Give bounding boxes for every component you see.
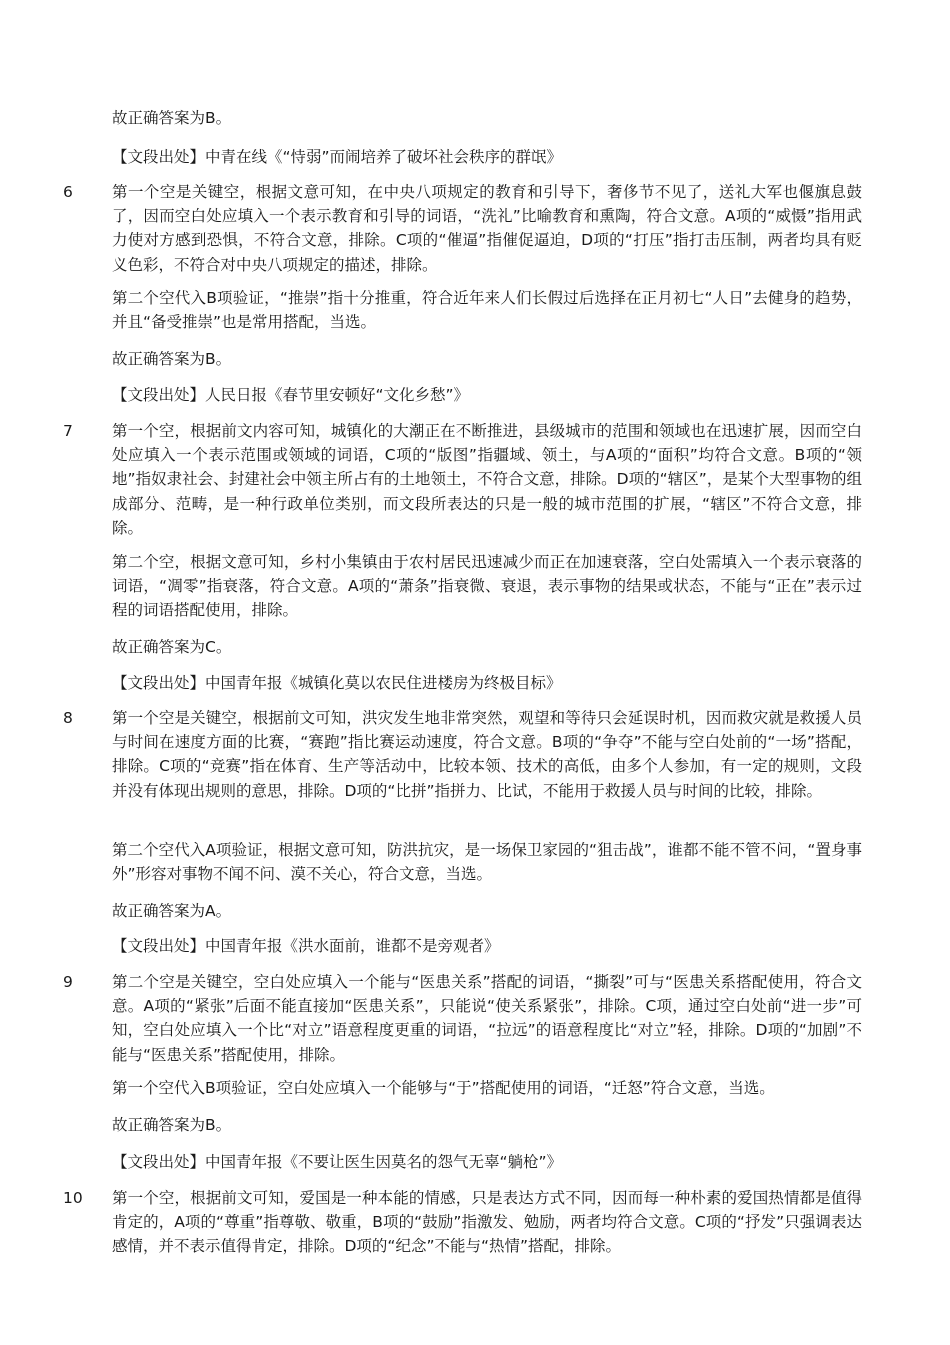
explanation-paragraph: 第一个空，根据前文可知，爱国是一种本能的情感，只是表达方式不同，因而每一种朴素的爱国热情都是值得肯定的，A项的“尊重”指尊敬、敬重，B项的“鼓励”指激发、勉励，两者均符合文意。C项的“抒发”只强调表达感情，并不表示值得肯定，排除。D项的“纪念”不能与“热情”搭配，排除。 (112, 1189, 862, 1256)
question-number: 9 (63, 973, 73, 991)
source-line: 【文段出处】人民日报《春节里安顿好“文化乡愁”》 (112, 386, 470, 404)
question-number: 10 (63, 1189, 83, 1207)
answer-line: 故正确答案为B。 (112, 350, 232, 368)
answer-line: 故正确答案为B。 (112, 109, 232, 127)
explanation-paragraph: 第二个空，根据文意可知，乡村小集镇由于农村居民迅速减少而正在加速衰落，空白处需填入一个表示衰落的词语，“凋零”指衰落，符合文意。A项的“萧条”指衰微、衰退，表示事物的结果或状态，不能与“正在”表示过程的词语搭配使用，排除。 (112, 553, 862, 620)
answer-line: 故正确答案为A。 (112, 902, 232, 920)
explanation-paragraph: 第一个空代入B项验证，空白处应填入一个能够与“于”搭配使用的词语，“迁怒”符合文意，当选。 (112, 1079, 775, 1097)
question-number: 7 (63, 422, 73, 440)
explanation-paragraph: 第一个空是关键空，根据前文可知，洪灾发生地非常突然，观望和等待只会延误时机，因而救灾就是救援人员与时间在速度方面的比赛，“赛跑”指比赛运动速度，符合文意。B项的“争夺”不能与空白处前的“一场”搭配，排除。C项的“竞赛”指在体育、生产等活动中，比较本领、技术的高低，由多个人参加，有一定的规则，文段并没有体现出规则的意思，排除。D项的“比拼”指拼力、比试，不能用于救援人员与时间的比较，排除。 (112, 709, 862, 800)
answer-line: 故正确答案为B。 (112, 1116, 232, 1134)
source-line: 【文段出处】中国青年报《城镇化莫以农民住进楼房为终极目标》 (112, 674, 562, 692)
source-line: 【文段出处】中国青年报《洪水面前，谁都不是旁观者》 (112, 937, 500, 955)
explanation-paragraph: 第一个空是关键空，根据文意可知，在中央八项规定的教育和引导下，奢侈节不见了，送礼大军也偃旗息鼓了，因而空白处应填入一个表示教育和引导的词语，“洗礼”比喻教育和熏陶，符合文意。A项的“威慑”指用武力使对方感到恐惧，不符合文意，排除。C项的“催逼”指催促逼迫，D项的“打压”指打击压制，两者均具有贬义色彩，不符合对中央八项规定的描述，排除。 (112, 183, 862, 274)
question-number: 8 (63, 709, 73, 727)
source-line: 【文段出处】中青在线《“恃弱”而闹培养了破坏社会秩序的群氓》 (112, 148, 563, 166)
explanation-paragraph: 第二个空是关键空，空白处应填入一个能与“医患关系”搭配的词语，“撕裂”可与“医患关系搭配使用，符合文意。A项的“紧张”后面不能直接加“医患关系”，只能说“使关系紧张”，排除。C项，通过空白处前“进一步”可知，空白处应填入一个比“对立”语意程度更重的词语，“拉远”的语意程度比“对立”轻，排除。D项的“加剧”不能与“医患关系”搭配使用，排除。 (112, 973, 862, 1064)
explanation-paragraph: 第一个空，根据前文内容可知，城镇化的大潮正在不断推进，县级城市的范围和领域也在迅速扩展，因而空白处应填入一个表示范围或领域的词语，C项的“版图”指疆域、领土，与A项的“面积”均符合文意。B项的“领地”指奴隶社会、封建社会中领主所占有的土地领土，不符合文意，排除。D项的“辖区”，是某个大型事物的组成部分、范畴，是一种行政单位类别，而文段所表达的只是一般的城市范围的扩展，“辖区”不符合文意，排除。 (112, 422, 862, 537)
question-number: 6 (63, 183, 73, 201)
source-line: 【文段出处】中国青年报《不要让医生因莫名的怨气无辜“躺枪”》 (112, 1153, 563, 1171)
explanation-paragraph: 第二个空代入A项验证，根据文意可知，防洪抗灾，是一场保卫家园的“狙击战”，谁都不能不管不问，“置身事外”形容对事物不闻不问、漠不关心，符合文意，当选。 (112, 841, 862, 884)
answer-line: 故正确答案为C。 (112, 638, 232, 656)
explanation-paragraph: 第二个空代入B项验证，“推崇”指十分推重，符合近年来人们长假过后选择在正月初七“人日”去健身的趋势，并且“备受推崇”也是常用搭配，当选。 (112, 289, 862, 332)
